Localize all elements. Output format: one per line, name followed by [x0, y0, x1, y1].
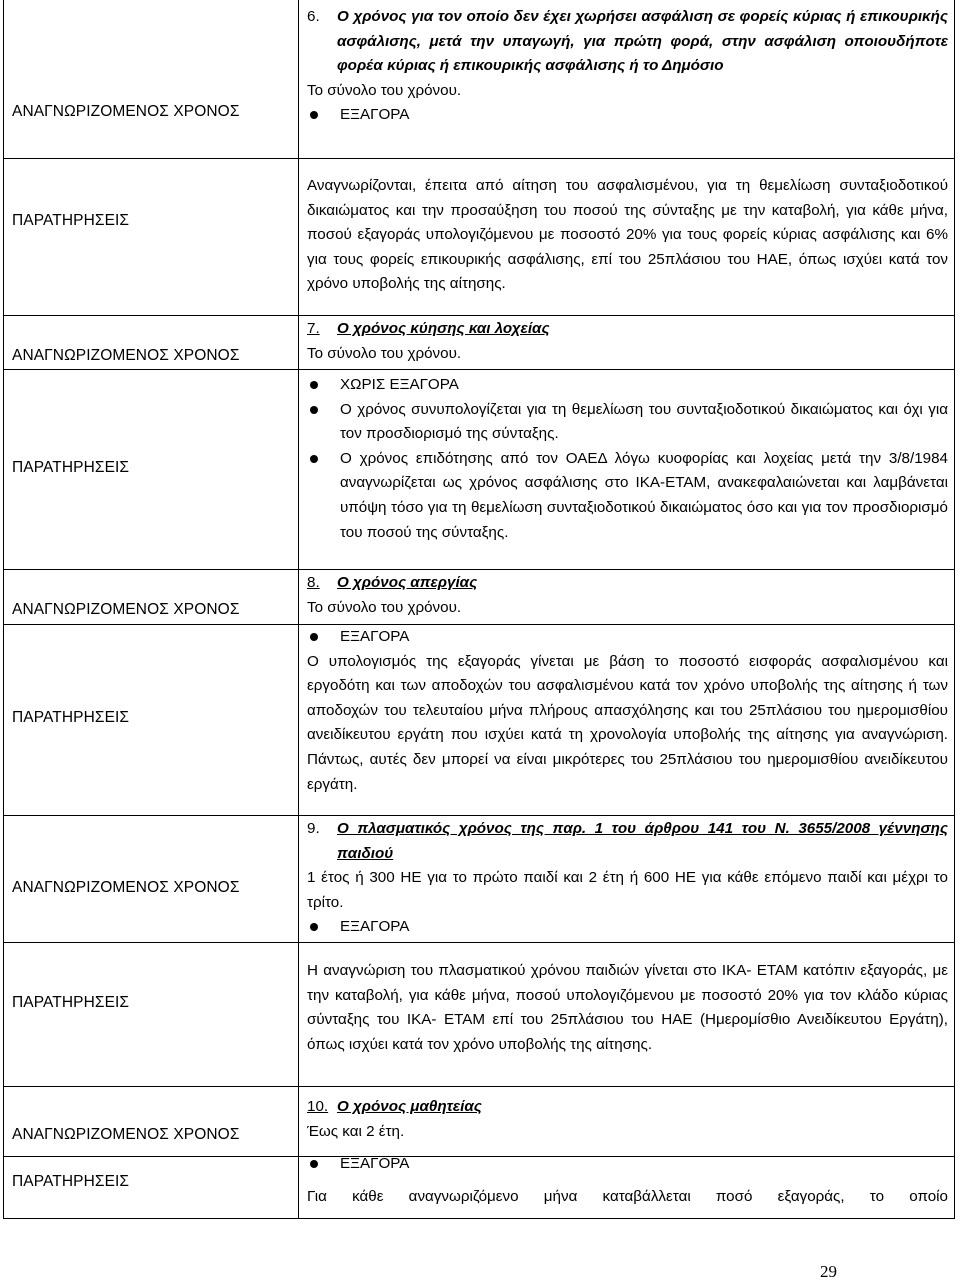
bullet-icon: [310, 1160, 318, 1168]
section-7-title: Ο χρόνος κύησης και λοχείας: [337, 320, 550, 337]
recognized-time-label: ΑΝΑΓΝΩΡΙΖΟΜΕΝΟΣ ΧΡΟΝΟΣ: [12, 601, 240, 618]
section-6-recognized-text: Το σύνολο του χρόνου.: [307, 81, 462, 99]
section-6-recognized-row: [3, 0, 955, 159]
section-9-number: 9.: [307, 820, 320, 837]
bullet-icon: [310, 633, 318, 641]
remarks-label: ΠΑΡΑΤΗΡΗΣΕΙΣ: [12, 212, 130, 229]
section-6-number: 6.: [307, 8, 320, 25]
remarks-label: ΠΑΡΑΤΗΡΗΣΕΙΣ: [12, 709, 130, 726]
section-9-heading: [307, 817, 948, 866]
section-9-remarks-row: [3, 943, 955, 1087]
recognized-time-label: ΑΝΑΓΝΩΡΙΖΟΜΕΝΟΣ ΧΡΟΝΟΣ: [12, 103, 240, 120]
section-10-number: 10.: [307, 1098, 329, 1115]
section-10-title: Ο χρόνος μαθητείας: [337, 1098, 482, 1115]
section-8-heading: [307, 571, 948, 596]
section-8-remarks-row: [3, 625, 955, 816]
remarks-label: ΠΑΡΑΤΗΡΗΣΕΙΣ: [12, 1173, 130, 1190]
bullet-icon: [310, 455, 318, 463]
section-8-remarks-text: Ο υπολογισμός της εξαγοράς γίνεται με βάση το ποσοστό εισφοράς ασφαλισμένου και εργοδότη και των αποδοχών του ασφαλισμένου κατά τον χρόνο υποβολής της αίτησης ή των αποδοχών του τελευταίου μήνα πλήρους απασχόλησης και του 25πλάσιου του ημερομισθίου ανειδίκευτου εργάτη που ισχύει κατά τη χρονολογία υποβολής της αίτησης για αναγνώριση. Πάντως, αυτές δεν μπορεί να είναι μικρότερες του 25πλάσιου του ημερομισθίου ανειδίκευτου εργάτη.: [307, 652, 948, 793]
section-7-remarks-row: [3, 370, 955, 570]
section-7-number: 7.: [307, 320, 320, 337]
bullet-icon: [310, 381, 318, 389]
section-6-title: Ο χρόνος για τον οποίο δεν έχει χωρήσει ασφάλιση σε φορείς κύριας ή επικουρικής ασφάλισης, μετά την υπαγωγή, για πρώτη φορά, στην ασφάλιση οποιουδήποτε φορέα κύριας ή επικουρικής ασφάλισης ή το Δημόσιο: [337, 8, 948, 75]
section-8-number: 8.: [307, 574, 320, 591]
section-9-title: Ο πλασματικός χρόνος της παρ. 1 του άρθρου 141 του Ν. 3655/2008 γέννησης παιδιού: [337, 820, 948, 862]
section-8-bullet: ΕΞΑΓΟΡΑ: [307, 625, 948, 650]
section-8-recognized-row: [3, 570, 955, 625]
section-7-bullet-3: Ο χρόνος επιδότησης από τον ΟΑΕΔ λόγω κυοφορίας και λοχείας μετά την 3/8/1984 αναγνωρίζεται ως χρόνος ασφάλισης στο ΙΚΑ-ΕΤΑΜ, ανακεφαλαιώνεται και λαμβάνεται υπόψη τόσο για τη θεμελίωση συνταξιοδοτικού δικαιώματος όσο και για τον προσδιορισμό του ποσού της σύνταξης.: [307, 447, 948, 545]
bullet-icon: [310, 923, 318, 931]
section-10-remarks-text: Για κάθε αναγνωριζόμενο μήνα καταβάλλεται ποσό εξαγοράς, το οποίο: [307, 1187, 948, 1205]
section-6-remarks-row: [3, 159, 955, 316]
recognized-time-label: ΑΝΑΓΝΩΡΙΖΟΜΕΝΟΣ ΧΡΟΝΟΣ: [12, 1126, 240, 1143]
section-10-recognized-text: Έως και 2 έτη.: [307, 1122, 405, 1140]
section-10-bullet: ΕΞΑΓΟΡΑ: [307, 1152, 948, 1177]
recognized-time-label: ΑΝΑΓΝΩΡΙΖΟΜΕΝΟΣ ΧΡΟΝΟΣ: [12, 347, 240, 364]
remarks-label: ΠΑΡΑΤΗΡΗΣΕΙΣ: [12, 994, 130, 1011]
section-6-remarks-text: Αναγνωρίζονται, έπειτα από αίτηση του ασφαλισμένου, για τη θεμελίωση συνταξιοδοτικού δικαιώματος και την προσαύξηση του ποσού της σύνταξης με την καταβολή, για κάθε μήνα, ποσού εξαγοράς υπολογιζόμενου με ποσοστό 20% για τους φορείς κύριας ασφάλισης και 6% για τους φορείς επικουρικής ασφάλισης, επί του 25πλάσιου του ΗΑΕ, όπως ισχύει κατά τον χρόνο υποβολής της αίτησης.: [307, 177, 948, 293]
section-7-heading: [307, 317, 948, 342]
section-7-bullet-1: ΧΩΡΙΣ ΕΞΑΓΟΡΑ: [307, 373, 948, 398]
section-8-recognized-text: Το σύνολο του χρόνου.: [307, 598, 462, 616]
section-10-remarks-row: [3, 1157, 955, 1219]
section-7-bullet-2: Ο χρόνος συνυπολογίζεται για τη θεμελίωση του συνταξιοδοτικού δικαιώματος και όχι για τον προσδιορισμό της σύνταξης.: [307, 398, 948, 447]
section-7-recognized-text: Το σύνολο του χρόνου.: [307, 344, 462, 362]
section-9-bullet: ΕΞΑΓΟΡΑ: [307, 915, 948, 940]
section-9-remarks-text: Η αναγνώριση του πλασματικού χρόνου παιδιών γίνεται στο ΙΚΑ- ΕΤΑΜ κατόπιν εξαγοράς, με την καταβολή, για κάθε μήνα, ποσού υπολογιζόμενου με ποσοστό 20% για τον κλάδο κύριας σύνταξης του ΙΚΑ- ΕΤΑΜ επί του 25πλάσιου του ΗΑΕ (Ημερομίσθιο Ανειδίκευτου Εργάτη), όπως ισχύει κατά τον χρόνο υποβολής της αίτησης.: [307, 962, 948, 1053]
bullet-icon: [310, 406, 318, 414]
section-6-bullet: ΕΞΑΓΟΡΑ: [307, 103, 948, 128]
bullet-icon: [310, 111, 318, 119]
section-6-heading: [307, 5, 948, 79]
section-10-recognized-row: [3, 1087, 955, 1157]
section-8-title: Ο χρόνος απεργίας: [337, 574, 478, 591]
section-10-heading: [307, 1095, 948, 1120]
remarks-label: ΠΑΡΑΤΗΡΗΣΕΙΣ: [12, 459, 130, 476]
page-number: 29: [820, 1262, 837, 1281]
recognized-time-label: ΑΝΑΓΝΩΡΙΖΟΜΕΝΟΣ ΧΡΟΝΟΣ: [12, 879, 240, 896]
section-9-recognized-row: [3, 816, 955, 943]
document-table: [3, 0, 955, 1220]
section-7-recognized-row: [3, 316, 955, 370]
section-9-recognized-text: 1 έτος ή 300 ΗΕ για το πρώτο παιδί και 2 έτη ή 600 ΗΕ για κάθε επόμενο παιδί και μέχρι το τρίτο.: [307, 869, 948, 911]
